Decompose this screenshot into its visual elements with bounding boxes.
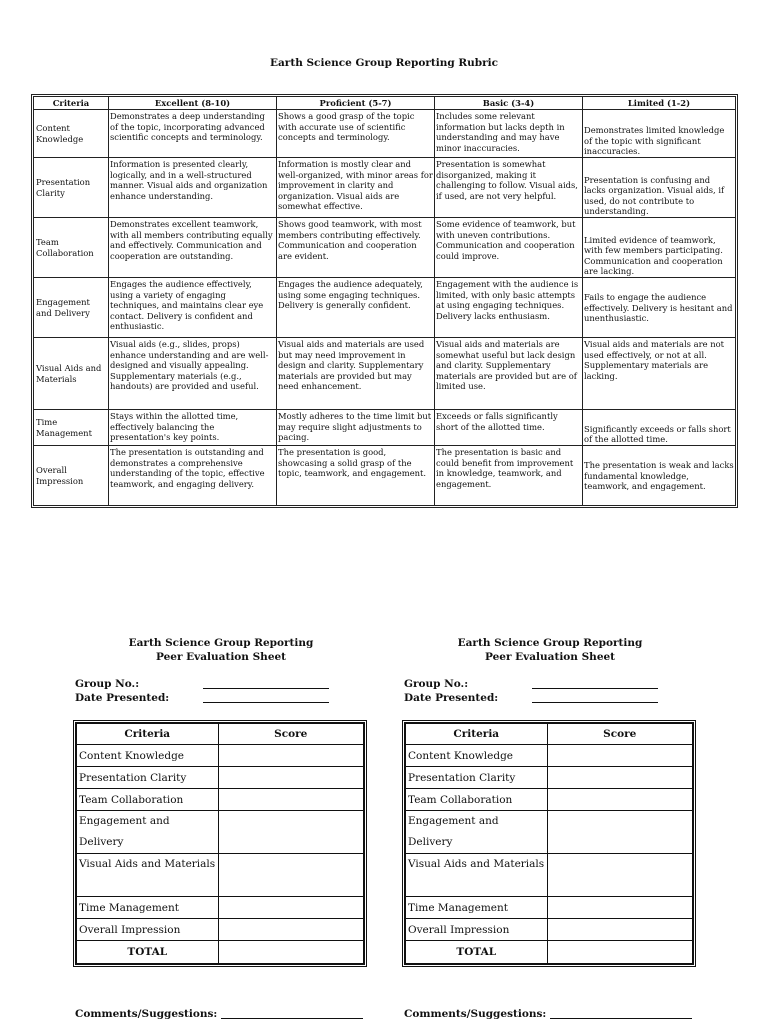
group-no-field[interactable]	[203, 688, 329, 689]
score-input-cell[interactable]	[218, 789, 364, 811]
rubric-title: Earth Science Group Reporting Rubric	[270, 57, 498, 69]
comments-field[interactable]	[221, 1018, 363, 1019]
group-no-field[interactable]	[532, 688, 658, 689]
group-no-label: Group No.:	[404, 678, 469, 690]
rubric-header-basic: Basic (3-4)	[435, 97, 583, 110]
rubric-cell-excellent: Information is presented clearly, logically, and in a well-structured manner. Visual aids and organization enhance understanding.	[109, 158, 277, 218]
rubric-cell-proficient: Shows a good grasp of the topic with accurate use of scientific concepts and terminology.	[277, 110, 435, 158]
rubric-cell-excellent: Stays within the allotted time, effectively balancing the presentation's key points.	[109, 410, 277, 446]
sheet-title-line2: Peer Evaluation Sheet	[484, 651, 616, 663]
rubric-cell-proficient: The presentation is good, showcasing a solid grasp of the topic, teamwork, and engagement.	[277, 446, 435, 506]
date-presented-field[interactable]	[203, 702, 329, 703]
sheet-info	[404, 677, 704, 705]
score-input-cell[interactable]	[218, 919, 364, 941]
total-label: TOTAL	[76, 941, 218, 965]
rubric-cell-proficient: Mostly adheres to the time limit but may require slight adjustments to pacing.	[277, 410, 435, 446]
rubric-criteria-cell: Visual Aids and Materials	[34, 338, 109, 410]
rubric-cell-basic: The presentation is basic and could benefit from improvement in knowledge, teamwork, and engagement.	[435, 446, 583, 506]
sheet-title-line1: Earth Science Group Reporting	[457, 637, 643, 649]
score-criteria-label: Engagement and Delivery	[405, 811, 547, 854]
rubric-header-limited: Limited (1-2)	[583, 97, 736, 110]
total-label: TOTAL	[405, 941, 547, 965]
score-criteria-label: Time Management	[76, 897, 218, 919]
rubric-cell-excellent: Demonstrates excellent teamwork, with all members contributing equally and effectively. Communication and cooperation are outstanding.	[109, 218, 277, 278]
score-input-cell[interactable]	[547, 745, 693, 767]
score-table	[75, 722, 365, 965]
rubric-cell-limited: Significantly exceeds or falls short of the allotted time.	[583, 410, 736, 446]
rubric-cell-excellent: Visual aids (e.g., slides, props) enhance understanding and are well-designed and visually appealing. Supplementary materials (e.g., handouts) are provided and useful.	[109, 338, 277, 410]
rubric-cell-limited: Limited evidence of teamwork, with few members participating. Communication and cooperation are lacking.	[583, 218, 736, 278]
score-criteria-label: Time Management	[405, 897, 547, 919]
score-input-cell[interactable]	[547, 897, 693, 919]
score-input-cell[interactable]	[547, 919, 693, 941]
rubric-cell-basic: Engagement with the audience is limited, with only basic attempts at using engaging techniques. Delivery lacks enthusiasm.	[435, 278, 583, 338]
rubric-cell-basic: Includes some relevant information but lacks depth in understanding and may have minor inaccuracies.	[435, 110, 583, 158]
total-input-cell[interactable]	[547, 941, 693, 965]
score-header-score: Score	[218, 723, 364, 745]
score-input-cell[interactable]	[218, 897, 364, 919]
rubric-cell-limited: Fails to engage the audience effectively. Delivery is hesitant and unenthusiastic.	[583, 278, 736, 338]
rubric-row-team-collaboration	[34, 218, 736, 278]
score-input-cell[interactable]	[547, 767, 693, 789]
rubric-row-overall-impression	[34, 446, 736, 506]
rubric-cell-basic: Some evidence of teamwork, but with uneven contributions. Communication and cooperation could improve.	[435, 218, 583, 278]
score-input-cell[interactable]	[547, 789, 693, 811]
score-criteria-label: Team Collaboration	[76, 789, 218, 811]
rubric-criteria-cell: Time Management	[34, 410, 109, 446]
score-criteria-label: Presentation Clarity	[405, 767, 547, 789]
comments-label: Comments/Suggestions:	[75, 1008, 218, 1020]
rubric-cell-basic: Exceeds or falls significantly short of the allotted time.	[435, 410, 583, 446]
rubric-cell-limited: Presentation is confusing and lacks organization. Visual aids, if used, do not contribute to understanding.	[583, 158, 736, 218]
score-criteria-label: Content Knowledge	[405, 745, 547, 767]
score-input-cell[interactable]	[218, 854, 364, 897]
rubric-row-engagement-delivery	[34, 278, 736, 338]
rubric-cell-excellent: Demonstrates a deep understanding of the topic, incorporating advanced scientific concepts and terminology.	[109, 110, 277, 158]
score-criteria-label: Visual Aids and Materials	[405, 854, 547, 897]
rubric-cell-limited: Visual aids and materials are not used effectively, or not at all. Supplementary materials are lacking.	[583, 338, 736, 410]
rubric-cell-proficient: Visual aids and materials are used but may need improvement in design and clarity. Supplementary materials are provided but may need enhancement.	[277, 338, 435, 410]
date-presented-label: Date Presented:	[75, 692, 170, 704]
score-criteria-label: Team Collaboration	[405, 789, 547, 811]
rubric-criteria-cell: Content Knowledge	[34, 110, 109, 158]
sheet-title-line2: Peer Evaluation Sheet	[155, 651, 287, 663]
rubric-criteria-cell: Engagement and Delivery	[34, 278, 109, 338]
total-input-cell[interactable]	[218, 941, 364, 965]
rubric-row-content-knowledge	[34, 110, 736, 158]
score-criteria-label: Overall Impression	[405, 919, 547, 941]
rubric-row-time-management	[34, 410, 736, 446]
rubric-cell-proficient: Shows good teamwork, with most members contributing effectively. Communication and cooperation are evident.	[277, 218, 435, 278]
score-input-cell[interactable]	[547, 854, 693, 897]
comments-row	[404, 1008, 692, 1020]
rubric-criteria-cell: Presentation Clarity	[34, 158, 109, 218]
rubric-row-presentation-clarity	[34, 158, 736, 218]
score-header-score: Score	[547, 723, 693, 745]
comments-field[interactable]	[550, 1018, 692, 1019]
score-criteria-label: Visual Aids and Materials	[76, 854, 218, 897]
rubric-cell-proficient: Engages the audience adequately, using some engaging techniques. Delivery is generally confident.	[277, 278, 435, 338]
score-input-cell[interactable]	[547, 811, 693, 854]
date-presented-field[interactable]	[532, 702, 658, 703]
date-presented-label: Date Presented:	[404, 692, 499, 704]
rubric-table	[33, 96, 736, 506]
score-input-cell[interactable]	[218, 745, 364, 767]
rubric-header-criteria: Criteria	[34, 97, 109, 110]
rubric-header-excellent: Excellent (8-10)	[109, 97, 277, 110]
score-header-criteria: Criteria	[405, 723, 547, 745]
score-table	[404, 722, 694, 965]
comments-row	[75, 1008, 363, 1020]
rubric-header-proficient: Proficient (5-7)	[277, 97, 435, 110]
rubric-cell-limited: Demonstrates limited knowledge of the topic with significant inaccuracies.	[583, 110, 736, 158]
rubric-criteria-cell: Team Collaboration	[34, 218, 109, 278]
rubric-cell-limited: The presentation is weak and lacks fundamental knowledge, teamwork, and engagement.	[583, 446, 736, 506]
rubric-cell-basic: Presentation is somewhat disorganized, making it challenging to follow. Visual aids, if used, are not very helpful.	[435, 158, 583, 218]
rubric-cell-basic: Visual aids and materials are somewhat useful but lack design and clarity. Supplementary materials are provided but are of limited use.	[435, 338, 583, 410]
sheet-title	[396, 636, 704, 664]
rubric-cell-proficient: Information is mostly clear and well-organized, with minor areas for improvement in clarity and organization. Visual aids are somewhat effective.	[277, 158, 435, 218]
sheet-title-line1: Earth Science Group Reporting	[128, 637, 314, 649]
score-criteria-label: Overall Impression	[76, 919, 218, 941]
rubric-cell-excellent: Engages the audience effectively, using a variety of engaging techniques, and maintains clear eye contact. Delivery is confident and enthusiastic.	[109, 278, 277, 338]
score-header-criteria: Criteria	[76, 723, 218, 745]
score-input-cell[interactable]	[218, 767, 364, 789]
rubric-header-row	[34, 97, 736, 110]
rubric-cell-excellent: The presentation is outstanding and demonstrates a comprehensive understanding of the topic, effective teamwork, and engaging delivery.	[109, 446, 277, 506]
score-criteria-label: Content Knowledge	[76, 745, 218, 767]
peer-evaluation-sheet-left	[75, 636, 375, 1020]
score-criteria-label: Presentation Clarity	[76, 767, 218, 789]
comments-label: Comments/Suggestions:	[404, 1008, 547, 1020]
rubric-row-visual-aids	[34, 338, 736, 410]
sheet-title	[67, 636, 375, 664]
rubric-criteria-cell: Overall Impression	[34, 446, 109, 506]
peer-evaluation-sheet-right	[404, 636, 704, 1020]
group-no-label: Group No.:	[75, 678, 140, 690]
sheet-info	[75, 677, 375, 705]
score-criteria-label: Engagement and Delivery	[76, 811, 218, 854]
score-input-cell[interactable]	[218, 811, 364, 854]
